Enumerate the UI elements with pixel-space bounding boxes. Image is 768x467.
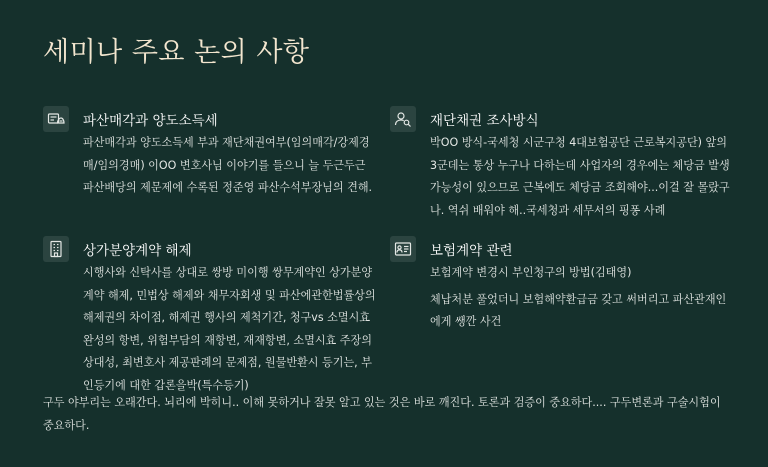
card-paragraph: 체납처분 풀었더니 보험해약환급금 갖고 써버리고 파산관재인에게 쌩깐 사건 — [430, 292, 727, 329]
card-title: 파산매각과 양도소득세 — [83, 113, 218, 129]
card-title: 재단채권 조사방식 — [430, 113, 539, 129]
card-body — [83, 132, 376, 200]
footer-note: 구두 야부리는 오래간다. 뇌리에 박히니.. 이해 못하거나 잘못 알고 있는 것은 바로 깨진다. 토론과 검증이 중요하다.... 구두변론과 구술시험이 중요하다. — [43, 396, 721, 432]
card-body — [430, 132, 732, 222]
building-icon — [43, 236, 69, 262]
card-paragraph: 파산매각과 양도소득세 부과 재단채권여부(임의매각/강제경매/임의경매) 이OO 변호사님 이야기를 들으니 늘 두근두근 파산배당의 제문제에 수록된 정준영 파산수석부장님의 견해. — [83, 136, 373, 195]
card-paragraph: 보험계약 변경시 부인청구의 방법(김태영) — [430, 266, 632, 279]
card-body — [83, 262, 376, 398]
card-title: 상가분양계약 해제 — [83, 243, 192, 259]
money-icon — [43, 106, 69, 132]
card-title: 보험계약 관련 — [430, 243, 513, 259]
page-title: 세미나 주요 논의 사항 — [43, 37, 310, 68]
contract-icon — [390, 236, 416, 262]
person-search-icon — [390, 106, 416, 132]
card-paragraph: 박OO 방식-국세청 시군구청 4대보험공단 근로복지공단) 앞의 3군데는 통상 누구나 다하는데 사업자의 경우에는 체당금 발생가능성이 있으므로 근복에도 체당금 조회해야...이걸 잘 몰랐구나. 역쉬 배워야 해..국세청과 세무서의 핑퐁 사례 — [430, 136, 730, 217]
card-paragraph: 시행사와 신탁사를 상대로 쌍방 미이행 쌍무계약인 상가분양계약 해제, 민법상 해제와 채무자회생 및 파산에관한법률상의 해제권의 차이점, 해제권 행사의 제척기간, 청구vs 소멸시효 완성의 항변, 위험부담의 재항변, 재재항변, 소멸시효 주장의 상대성, 최변호사 제공판례의 문제점, 원물반환시 등기는, 부인등기에 대한 갑론을박(특수등기) — [83, 266, 376, 392]
card-body — [430, 262, 732, 334]
